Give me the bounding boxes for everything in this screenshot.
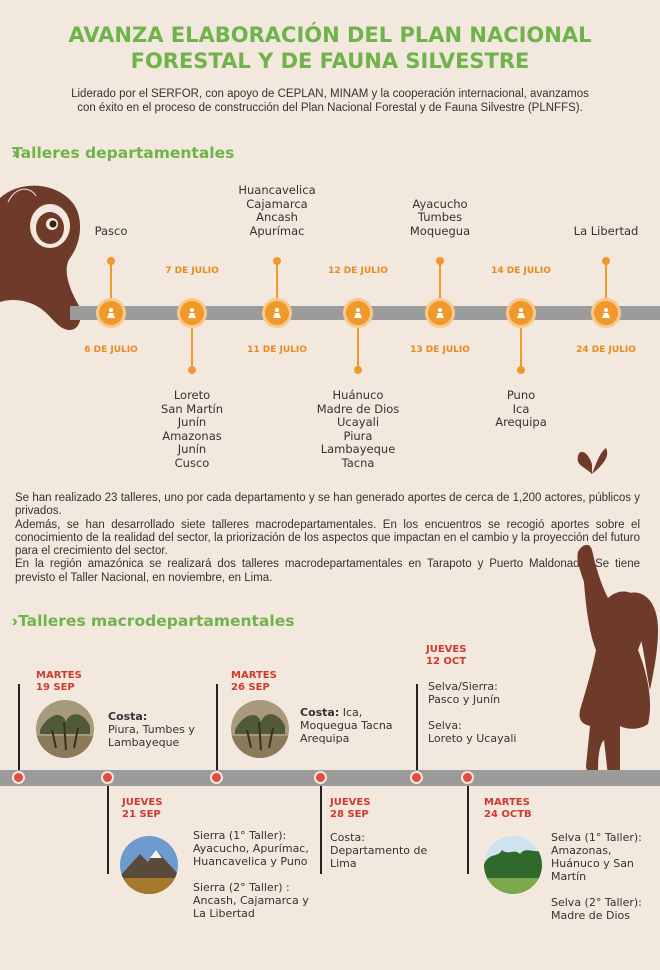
place-name: Tacna bbox=[341, 455, 375, 470]
places-top-1 bbox=[51, 225, 171, 239]
macro-dot-6 bbox=[461, 771, 474, 784]
macro-connector-4 bbox=[320, 786, 322, 874]
people-icon bbox=[105, 307, 117, 319]
section-macrodepartamentales-heading: ›› Talleres macrodepartamentales bbox=[12, 612, 295, 630]
intro-text: Liderado por el SERFOR, con apoyo de CEPLAN, MINAM y la cooperación internacional, avanzamos con éxito en el proceso de construcción del Plan Nacional Forestal y de Fauna Silvestre (PLNFFS). bbox=[71, 88, 589, 114]
macro-connector-6 bbox=[467, 786, 469, 874]
place-name: Ancash bbox=[256, 210, 298, 224]
workshop-date-4: 12 DE JULIO bbox=[328, 266, 388, 276]
place-name: Huancavelica bbox=[238, 183, 316, 197]
place-name: Apurímac bbox=[249, 223, 305, 238]
places-bottom-6 bbox=[461, 389, 581, 430]
macro-info-4: Sierra (1° Taller): Ayacucho, Apurímac, Huancavelica y Puno Sierra (2° Taller) : Ancash, Cajamarca y La Libertad bbox=[193, 829, 309, 920]
stem-dot-bottom-4 bbox=[354, 366, 362, 374]
macro-date-3: JUEVES 12 OCT bbox=[426, 644, 467, 667]
people-icon bbox=[186, 307, 198, 319]
rainforest-photo bbox=[484, 836, 542, 894]
place-name: Cusco bbox=[174, 455, 210, 470]
stem-dot-top-7 bbox=[602, 257, 610, 265]
forest-photo bbox=[231, 700, 289, 758]
place-name: Ica bbox=[512, 401, 530, 416]
stem-bottom-6 bbox=[520, 328, 522, 368]
workshop-date-7: 24 DE JULIO bbox=[576, 345, 636, 355]
place-name: Puno bbox=[506, 388, 536, 402]
macro-connector-5 bbox=[416, 684, 418, 770]
stem-dot-bottom-2 bbox=[188, 366, 196, 374]
macro-dot-3 bbox=[210, 771, 223, 784]
place-name: Piura bbox=[343, 428, 373, 443]
workshop-date-3: 11 DE JULIO bbox=[247, 345, 307, 355]
macro-date-5: JUEVES 28 SEP bbox=[330, 797, 371, 820]
place-name: Amazonas bbox=[162, 428, 222, 443]
kinkajou-illustration bbox=[0, 180, 105, 350]
macro-info-1: Costa: Piura, Tumbes y Lambayeque bbox=[108, 710, 195, 749]
workshop-node-3 bbox=[262, 298, 292, 328]
macro-dot-5 bbox=[410, 771, 423, 784]
workshop-node-4 bbox=[343, 298, 373, 328]
people-icon bbox=[600, 307, 612, 319]
people-icon bbox=[271, 307, 283, 319]
page-title: AVANZA ELABORACIÓN DEL PLAN NACIONAL FORESTAL Y DE FAUNA SILVESTRE bbox=[68, 23, 592, 73]
stem-top-7 bbox=[605, 262, 607, 298]
summary-text: Se han realizado 23 talleres, uno por cada departamento y se han generado aportes de cerca de 1,200 actores, públicos y privados. Además, se han desarrollado siete talleres macrodepartamentales. En los encuentros se recogió aportes sobre el conocimiento de la realidad del sector, la priorización de los aspectos que impactan en el cambio y la proyección del futuro para el crecimiento del sector. En la región amazónica se realizará dos talleres macrodepartamentales en Tarapoto y Puerto Maldonado. Se tiene previsto el Taller Nacional, en noviembre, en Lima. bbox=[15, 492, 640, 584]
macro-timeline-bar bbox=[0, 770, 660, 786]
places-bottom-4 bbox=[298, 389, 418, 470]
place-name: Lambayeque bbox=[320, 442, 396, 456]
place-name: Ucayali bbox=[336, 415, 380, 429]
macro-dot-2 bbox=[101, 771, 114, 784]
macro-dot-4 bbox=[314, 771, 327, 784]
macro-info-5: Costa: Departamento de Lima bbox=[330, 831, 428, 870]
place-name: San Martín bbox=[161, 401, 223, 416]
macro-info-6: Selva (1° Taller): Amazonas, Huánuco y San Martín Selva (2° Taller): Madre de Dios bbox=[551, 831, 642, 922]
mountain-photo bbox=[120, 836, 178, 894]
place-name: La Libertad bbox=[573, 223, 639, 238]
stem-dot-bottom-6 bbox=[517, 366, 525, 374]
macro-info-3: Selva/Sierra: Pasco y Junín Selva: Loreto y Ucayali bbox=[428, 680, 517, 745]
macro-dot-1 bbox=[12, 771, 25, 784]
place-name: Tumbes bbox=[417, 210, 463, 224]
workshop-node-6 bbox=[506, 298, 536, 328]
stem-top-3 bbox=[276, 262, 278, 298]
people-icon bbox=[352, 307, 364, 319]
place-name: Junín bbox=[177, 442, 207, 456]
place-name: Huánuco bbox=[332, 388, 384, 402]
macro-date-1: MARTES 19 SEP bbox=[36, 670, 82, 693]
macro-connector-1 bbox=[18, 684, 20, 770]
macro-date-4: JUEVES 21 SEP bbox=[122, 797, 163, 820]
forest-photo bbox=[36, 700, 94, 758]
place-name: Moquegua bbox=[409, 223, 471, 238]
places-bottom-2 bbox=[132, 389, 252, 470]
macro-date-6: MARTES 24 OCTB bbox=[484, 797, 532, 820]
place-name: Arequipa bbox=[495, 415, 547, 429]
workshop-date-1: 6 DE JULIO bbox=[84, 345, 138, 355]
workshop-node-2 bbox=[177, 298, 207, 328]
place-name: Junín bbox=[177, 415, 207, 429]
place-name: Pasco bbox=[94, 223, 128, 238]
places-top-5 bbox=[380, 198, 500, 239]
places-top-3 bbox=[217, 184, 337, 238]
section-departamentales-heading: ›› Talleres departamentales bbox=[12, 144, 235, 162]
macro-connector-2 bbox=[107, 786, 109, 874]
workshop-date-2: 7 DE JULIO bbox=[165, 266, 219, 276]
places-top-7 bbox=[546, 225, 660, 239]
macro-date-2: MARTES 26 SEP bbox=[231, 670, 277, 693]
stem-bottom-4 bbox=[357, 328, 359, 368]
workshop-node-1 bbox=[96, 298, 126, 328]
stem-top-5 bbox=[439, 262, 441, 298]
workshop-date-6: 14 DE JULIO bbox=[491, 266, 551, 276]
place-name: Cajamarca bbox=[246, 196, 308, 211]
place-name: Ayacucho bbox=[412, 196, 468, 211]
butterfly-icon bbox=[574, 444, 610, 480]
girl-silhouette bbox=[568, 540, 660, 785]
workshop-node-5 bbox=[425, 298, 455, 328]
stem-dot-top-3 bbox=[273, 257, 281, 265]
stem-dot-top-1 bbox=[107, 257, 115, 265]
stem-dot-top-5 bbox=[436, 257, 444, 265]
workshop-date-5: 13 DE JULIO bbox=[410, 345, 470, 355]
macro-info-2: Costa: Ica, Moquegua Tacna Arequipa bbox=[300, 706, 393, 745]
stem-top-1 bbox=[110, 262, 112, 298]
place-name: Madre de Dios bbox=[316, 401, 400, 416]
stem-bottom-2 bbox=[191, 328, 193, 368]
place-name: Loreto bbox=[173, 388, 211, 402]
workshop-node-7 bbox=[591, 298, 621, 328]
people-icon bbox=[515, 307, 527, 319]
people-icon bbox=[434, 307, 446, 319]
